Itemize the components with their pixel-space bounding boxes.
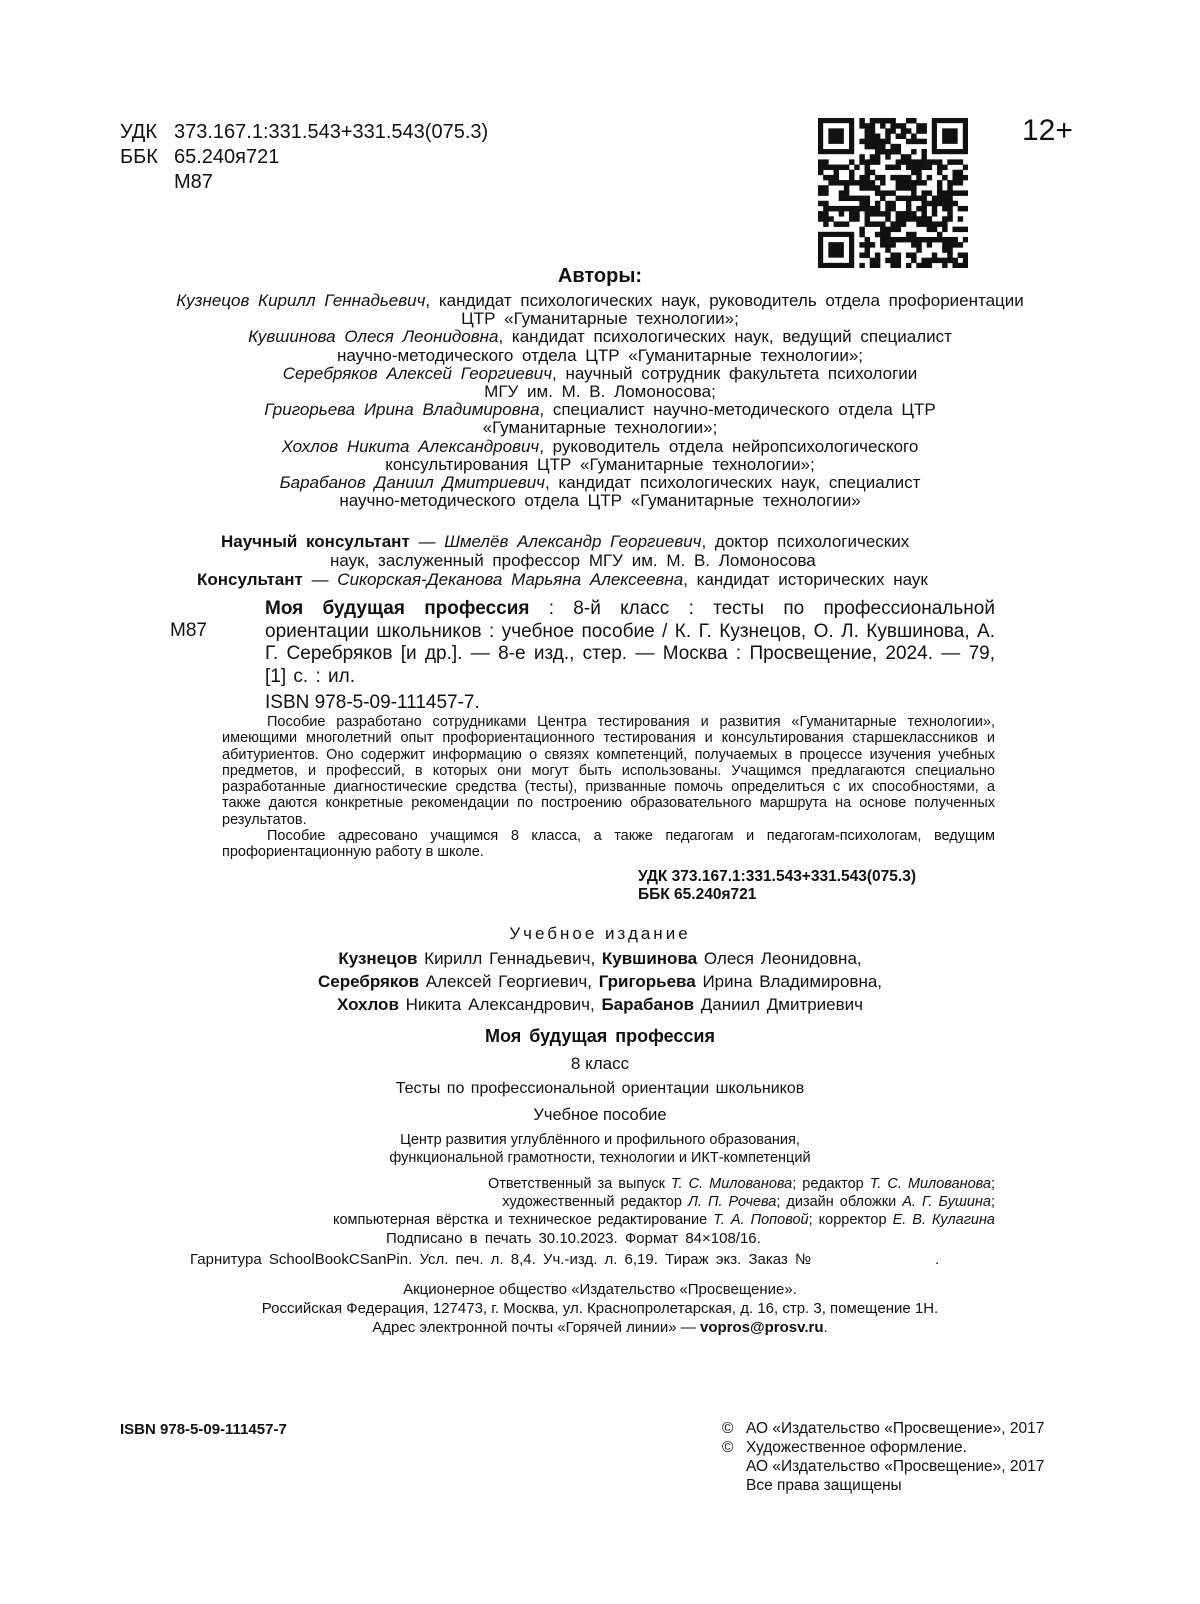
- author-line: [100, 364, 1100, 383]
- author-line: [100, 327, 1100, 346]
- author-name: Серебряков Алексей Георгиевич: [282, 363, 552, 383]
- author-given-names: Кирилл Геннадьевич,: [417, 949, 602, 968]
- udk-line: [120, 120, 488, 145]
- author-desc: консультирования ЦТР «Гуманитарные технологии»;: [385, 454, 815, 474]
- staff-line: [200, 1212, 995, 1228]
- author-desc: , кандидат психологических наук, ведущий специалист: [498, 327, 952, 347]
- book-type: Учебное пособие: [533, 1106, 667, 1124]
- author-mark: М87: [174, 171, 213, 193]
- bbk-line-bottom: ББК 65.240я721: [638, 886, 757, 903]
- author-surname: Кувшинова: [601, 949, 698, 968]
- author-line: [100, 491, 1100, 510]
- author-given-names: Никита Александрович,: [398, 995, 602, 1014]
- consultant-label: Консультант: [197, 570, 303, 589]
- author-desc: ЦТР «Гуманитарные технологии»;: [461, 309, 739, 329]
- bib-isbn: ISBN 978-5-09-111457-7.: [265, 692, 480, 713]
- udk-bbk-footer: [638, 868, 916, 904]
- typeface-line: Гарнитура SchoolBookCSanPin. Усл. печ. л. 8,4. Уч.-изд. л. 6,19. Тираж экз. Заказ №: [190, 1251, 812, 1268]
- bibliographic-code: М87: [170, 620, 207, 641]
- author-line: [100, 346, 1100, 365]
- copyright-block: [722, 1419, 1044, 1495]
- author-line: [100, 309, 1100, 328]
- science-consultant-name: Шмелёв Александр Георгиевич: [444, 532, 702, 551]
- colophon-author-line: [150, 949, 1050, 969]
- book-title: Моя будущая профессия: [484, 1026, 715, 1046]
- staff-name: А. Г. Бушина: [902, 1194, 991, 1210]
- staff-role: ;: [990, 1194, 995, 1210]
- staff-name: Т. А. Поповой: [713, 1212, 809, 1228]
- copyright-icon: ©: [722, 1420, 734, 1437]
- rights-line: Все права защищены: [746, 1477, 902, 1494]
- isbn-footer: ISBN 978-5-09-111457-7: [120, 1421, 287, 1438]
- bbk-label: ББК: [120, 146, 158, 168]
- author-line: [100, 437, 1100, 456]
- author-desc: «Гуманитарные технологии»;: [482, 418, 718, 438]
- colophon-author-line: [150, 972, 1050, 992]
- staff-name: Т. С. Милованова: [869, 1176, 991, 1192]
- staff-line: [200, 1194, 995, 1210]
- consultant-line: Консультант — Сикорская-Деканова Марьяна Алексеевна, кандидат исторических наук: [197, 570, 928, 589]
- qr-code-image: [818, 118, 968, 268]
- author-surname: Барабанов: [601, 995, 695, 1014]
- author-line: [100, 455, 1100, 474]
- age-rating: 12+: [1022, 114, 1073, 147]
- signed-line: Подписано в печать 30.10.2023. Формат 84×108/16.: [386, 1230, 761, 1247]
- staff-name: Е. В. Кулагина: [892, 1212, 995, 1228]
- author-surname: Кузнецов: [338, 949, 418, 968]
- annotation: [222, 714, 995, 861]
- author-surname: Хохлов: [336, 995, 399, 1014]
- author-given-names: Алексей Георгиевич,: [419, 972, 599, 991]
- author-given-names: Олеся Леонидовна,: [697, 949, 862, 968]
- author-surname: Серебряков: [317, 972, 420, 991]
- address: Российская Федерация, 127473, г. Москва, ул. Краснопролетарская, д. 16, стр. 3, помещение 1Н.: [261, 1300, 939, 1317]
- consultant-name: Сикорская-Деканова Марьяна Алексеевна: [337, 570, 684, 589]
- author-name: Кувшинова Олеся Леонидовна: [248, 327, 499, 347]
- author-name: Григорьева Ирина Владимировна: [264, 400, 540, 420]
- author-name: Хохлов Никита Александрович: [281, 436, 540, 456]
- udk-label: УДК: [120, 121, 158, 143]
- author-line: [100, 382, 1100, 401]
- annotation-paragraph: Пособие разработано сотрудниками Центра тестирования и развития «Гуманитарные технологии», имеющими многолетний опыт профориентационного тестирования и консультирования старшеклассников и абитуриентов. Оно содержит информацию о связях компетенций, получаемых в процессе изучения учебных предметов, и профессий, в которых они могут быть использованы. Учащимся предлагаются специально разработанные диагностические средства (тесты), призванные помочь определиться с их способностями, а также даются конкретные рекомендации по построению образовательного маршрута на основе полученных результатов.: [222, 714, 995, 828]
- author-given-names: Даниил Дмитриевич: [694, 995, 864, 1014]
- publisher: Акционерное общество «Издательство «Просвещение».: [403, 1281, 797, 1298]
- grade: 8 класс: [570, 1054, 630, 1073]
- copyright-line: АО «Издательство «Просвещение», 2017: [746, 1420, 1045, 1437]
- staff-role: компьютерная вёрстка и техническое редактирование: [332, 1212, 714, 1228]
- author-line: [100, 473, 1100, 492]
- udk-line-bottom: УДК 373.167.1:331.543+331.543(075.3): [638, 868, 917, 885]
- qr-code: [818, 118, 968, 268]
- subtitle: Тесты по профессиональной ориентации школьников: [395, 1080, 805, 1097]
- staff-role: ; редактор: [792, 1176, 870, 1192]
- author-line: [100, 400, 1100, 419]
- author-surname: Григорьева: [598, 972, 696, 991]
- author-mark-line: [120, 170, 488, 195]
- author-desc: , научный сотрудник факультета психологии: [552, 363, 918, 383]
- bibliographic-record: [265, 598, 995, 688]
- copyright-icon: ©: [722, 1439, 734, 1456]
- center-line-1: Центр развития углублённого и профильного образования,: [400, 1132, 800, 1148]
- author-desc: МГУ им. М. В. Ломоносова;: [484, 382, 716, 401]
- email-line: Адрес электронной почты «Горячей линии» — vopros@prosv.ru.: [372, 1319, 828, 1336]
- author-desc: научно-методического отдела ЦТР «Гуманитарные технологии»;: [336, 345, 864, 365]
- copyright-line: АО «Издательство «Просвещение», 2017: [746, 1458, 1045, 1475]
- edition-type: Учебное издание: [509, 924, 691, 943]
- staff-role: Ответственный за выпуск: [487, 1176, 671, 1192]
- author-line: [100, 291, 1100, 310]
- authors-title: Авторы:: [557, 265, 643, 287]
- staff-line: [200, 1176, 995, 1192]
- author-name: Кузнецов Кирилл Геннадьевич: [176, 291, 426, 310]
- staff-role: художественный редактор: [502, 1194, 688, 1210]
- author-desc: , руководитель отдела нейропсихологического: [539, 436, 919, 456]
- annotation-paragraph: Пособие адресовано учащимся 8 класса, а также педагогам и педагогам-психологам, ведущим профориентационную работу в школе.: [222, 828, 995, 861]
- author-name: Барабанов Даниил Дмитриевич: [279, 473, 545, 492]
- science-consultant-line2: наук, заслуженный профессор МГУ им. М. В. Ломоносова: [330, 551, 816, 570]
- email: vopros@prosv.ru: [699, 1319, 824, 1336]
- typeface-line-end: .: [935, 1251, 940, 1268]
- staff-role: ; корректор: [808, 1212, 893, 1228]
- bib-title: Моя будущая профессия: [265, 598, 530, 619]
- science-consultant-label: Научный консультант: [221, 532, 410, 551]
- staff-name: Л. П. Рочева: [687, 1194, 777, 1210]
- science-consultant-line: Научный консультант — Шмелёв Александр Георгиевич, доктор психологических: [221, 532, 910, 551]
- copyright-line: Художественное оформление.: [746, 1439, 967, 1456]
- colophon-author-line: [150, 995, 1050, 1015]
- bbk-line: [120, 145, 488, 170]
- author-desc: научно-методического отдела ЦТР «Гуманитарные технологии»: [339, 491, 861, 511]
- author-given-names: Ирина Владимировна,: [695, 972, 883, 991]
- udk-value: 373.167.1:331.543+331.543(075.3): [174, 121, 489, 143]
- bib-text: : 8-й класс : тесты по профессиональной ориентации школьников : учебное пособие / К. Г. Кузнецов, О. Л. Кувшинова, А. Г. Серебряков [и др.]. — 8-е изд., стер. — Москва : Просвещение, 2024. — 79, [1] с. : ил.: [265, 598, 995, 687]
- author-desc: , специалист научно-методического отдела ЦТР: [539, 400, 936, 420]
- staff-role: ;: [990, 1176, 995, 1192]
- udk-header: [120, 120, 488, 195]
- staff-name: Т. С. Милованова: [670, 1176, 793, 1192]
- author-desc: , кандидат психологических наук, руководитель отдела профориентации: [425, 291, 1024, 310]
- author-line: [100, 418, 1100, 437]
- center-line-2: функциональной грамотности, технологии и ИКТ-компетенций: [389, 1150, 811, 1166]
- staff-role: ; дизайн обложки: [776, 1194, 903, 1210]
- author-desc: , кандидат психологических наук, специалист: [544, 473, 921, 492]
- bbk-value: 65.240я721: [174, 146, 280, 168]
